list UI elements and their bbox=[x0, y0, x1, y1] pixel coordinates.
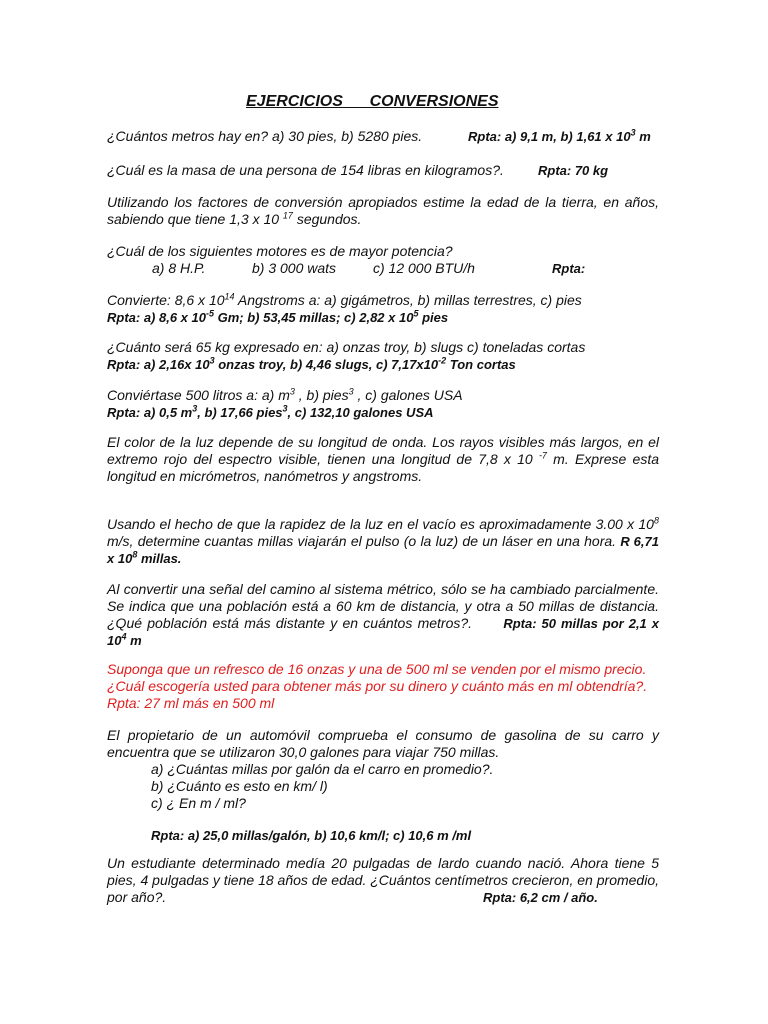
exercise-9: Usando el hecho de que la rapidez de la luz en el vacío es aproximadamente 3.00 x $10^8$ m/s, determine cuantas millas viajarán el pulso (o la luz) de un láser en una hora. R 6,71 x $10^8$ millas. bbox=[107, 515, 659, 566]
exercise-12 bbox=[107, 727, 659, 844]
exercise-12-sub-c: c) ¿ En m / ml? bbox=[151, 795, 246, 811]
exercise-12-sub-a: a) ¿Cuántas millas por galón da el carro en promedio?. bbox=[151, 761, 494, 777]
exercise-2-question: ¿Cuál es la masa de una persona de 154 libras en kilogramos?. bbox=[107, 162, 504, 178]
exercise-7-answer: Rpta: a) 0,5 $m^3$, b) 17,66 pies$^3$, c) 132,10 galones USA bbox=[107, 403, 434, 420]
exercise-5 bbox=[107, 292, 659, 326]
exercise-12-answer: Rpta: a) 25,0 millas/galón, b) 10,6 km/l; c) 10,6 m /ml bbox=[151, 828, 472, 843]
exercise-13-answer: Rpta: 6,2 cm / año. bbox=[483, 890, 598, 905]
option-a: a) 8 H.P. bbox=[152, 260, 206, 276]
exercise-4-answer: Rpta: bbox=[552, 261, 586, 276]
option-c: c) 12 000 BTU/h bbox=[373, 260, 475, 276]
exercise-2-answer: Rpta: 70 kg bbox=[538, 163, 609, 178]
exercise-4 bbox=[107, 243, 659, 277]
exercise-1 bbox=[107, 128, 659, 145]
exercise-13: Un estudiante determinado medía 20 pulgadas de lardo cuando nació. Ahora tiene 5 pies, 4 pulgadas y tiene 18 años de edad. ¿Cuántos centímetros crecieron, en promedio, por año?. Rpta: 6,2 cm / año. bbox=[107, 855, 659, 905]
exercise-10: Al convertir una señal del camino al sistema métrico, sólo se ha cambiado parcialmente. Se indica que una población está a 60 km de distancia, y otra a 50 millas de distancia. ¿Qué población está más distante y en cuántos metros?. Rpta: 50 millas por 2,1 x $10^4$ m bbox=[107, 581, 659, 648]
exercise-6 bbox=[107, 339, 659, 373]
exercise-2 bbox=[107, 162, 659, 179]
option-b: b) 3 000 wats bbox=[252, 260, 337, 276]
exercise-4-options bbox=[107, 260, 659, 277]
exercise-6-question: ¿Cuánto será 65 kg expresado en: a) onzas troy, b) slugs c) toneladas cortas bbox=[107, 339, 586, 355]
exercise-1-answer: Rpta: a) 9,1 m, b) 1,61 x $10^3$ m bbox=[468, 127, 651, 144]
exercise-1-question: ¿Cuántos metros hay en? a) 30 pies, b) 5280 pies. bbox=[107, 128, 423, 144]
page-title: EJERCICIOS CONVERSIONES bbox=[246, 93, 499, 110]
exercise-5-answer: Rpta: a) 8,6 x $10^{-5}$ Gm; b) 53,45 millas; c) 2,82 x $10^5$ pies bbox=[107, 308, 449, 325]
exercise-11-question: Suponga que un refresco de 16 onzas y una de 500 ml se venden por el mismo precio. ¿Cuál escogería usted para obtener más por su dinero y cuánto más en ml obtendría?. bbox=[107, 661, 648, 694]
exercise-12-question: El propietario de un automóvil comprueba el consumo de gasolina de su carro y encuentra que se utilizaron 30,0 galones para viajar 750 millas. bbox=[107, 727, 659, 760]
exercise-4-question: ¿Cuál de los siguientes motores es de mayor potencia? bbox=[107, 243, 453, 259]
exercise-7 bbox=[107, 387, 659, 421]
exercise-9-answer: R 6,71 x $10^8$ millas. bbox=[107, 534, 659, 566]
exercise-6-answer: Rpta: a) 2,16x $10^3$ onzas troy, b) 4,46 slugs, c) $7,17x10^{-2}$ Ton cortas bbox=[107, 355, 516, 372]
exercise-10-answer: Rpta: 50 millas por 2,1 x $10^4$ m bbox=[107, 616, 659, 648]
exercise-12-sub-b: b) ¿Cuánto es esto en km/ l) bbox=[151, 778, 328, 794]
exercise-8: El color de la luz depende de su longitud de onda. Los rayos visibles más largos, en el extremo rojo del espectro visible, tienen una longitud de 7,8 x 10 $^{-7}$ m. Exprese esta longitud en micrómetros, nanómetros y angstroms. bbox=[107, 434, 659, 484]
exercise-5-question: Convierte: 8,6 x $10^{14}$ Angstroms a: a) gigámetros, b) millas terrestres, c) pies bbox=[107, 291, 582, 308]
exercise-3: Utilizando los factores de conversión apropiados estime la edad de la tierra, en años, sabiendo que tiene 1,3 x 10 $^{17}$ segundos. bbox=[107, 194, 659, 227]
exercise-11 bbox=[107, 661, 659, 712]
exercise-11-answer: Rpta: 27 ml más en 500 ml bbox=[107, 695, 275, 711]
exercise-7-question: Conviértase 500 litros a: a) $m^3$ , b) pies$^3$ , c) galones USA bbox=[107, 386, 463, 403]
